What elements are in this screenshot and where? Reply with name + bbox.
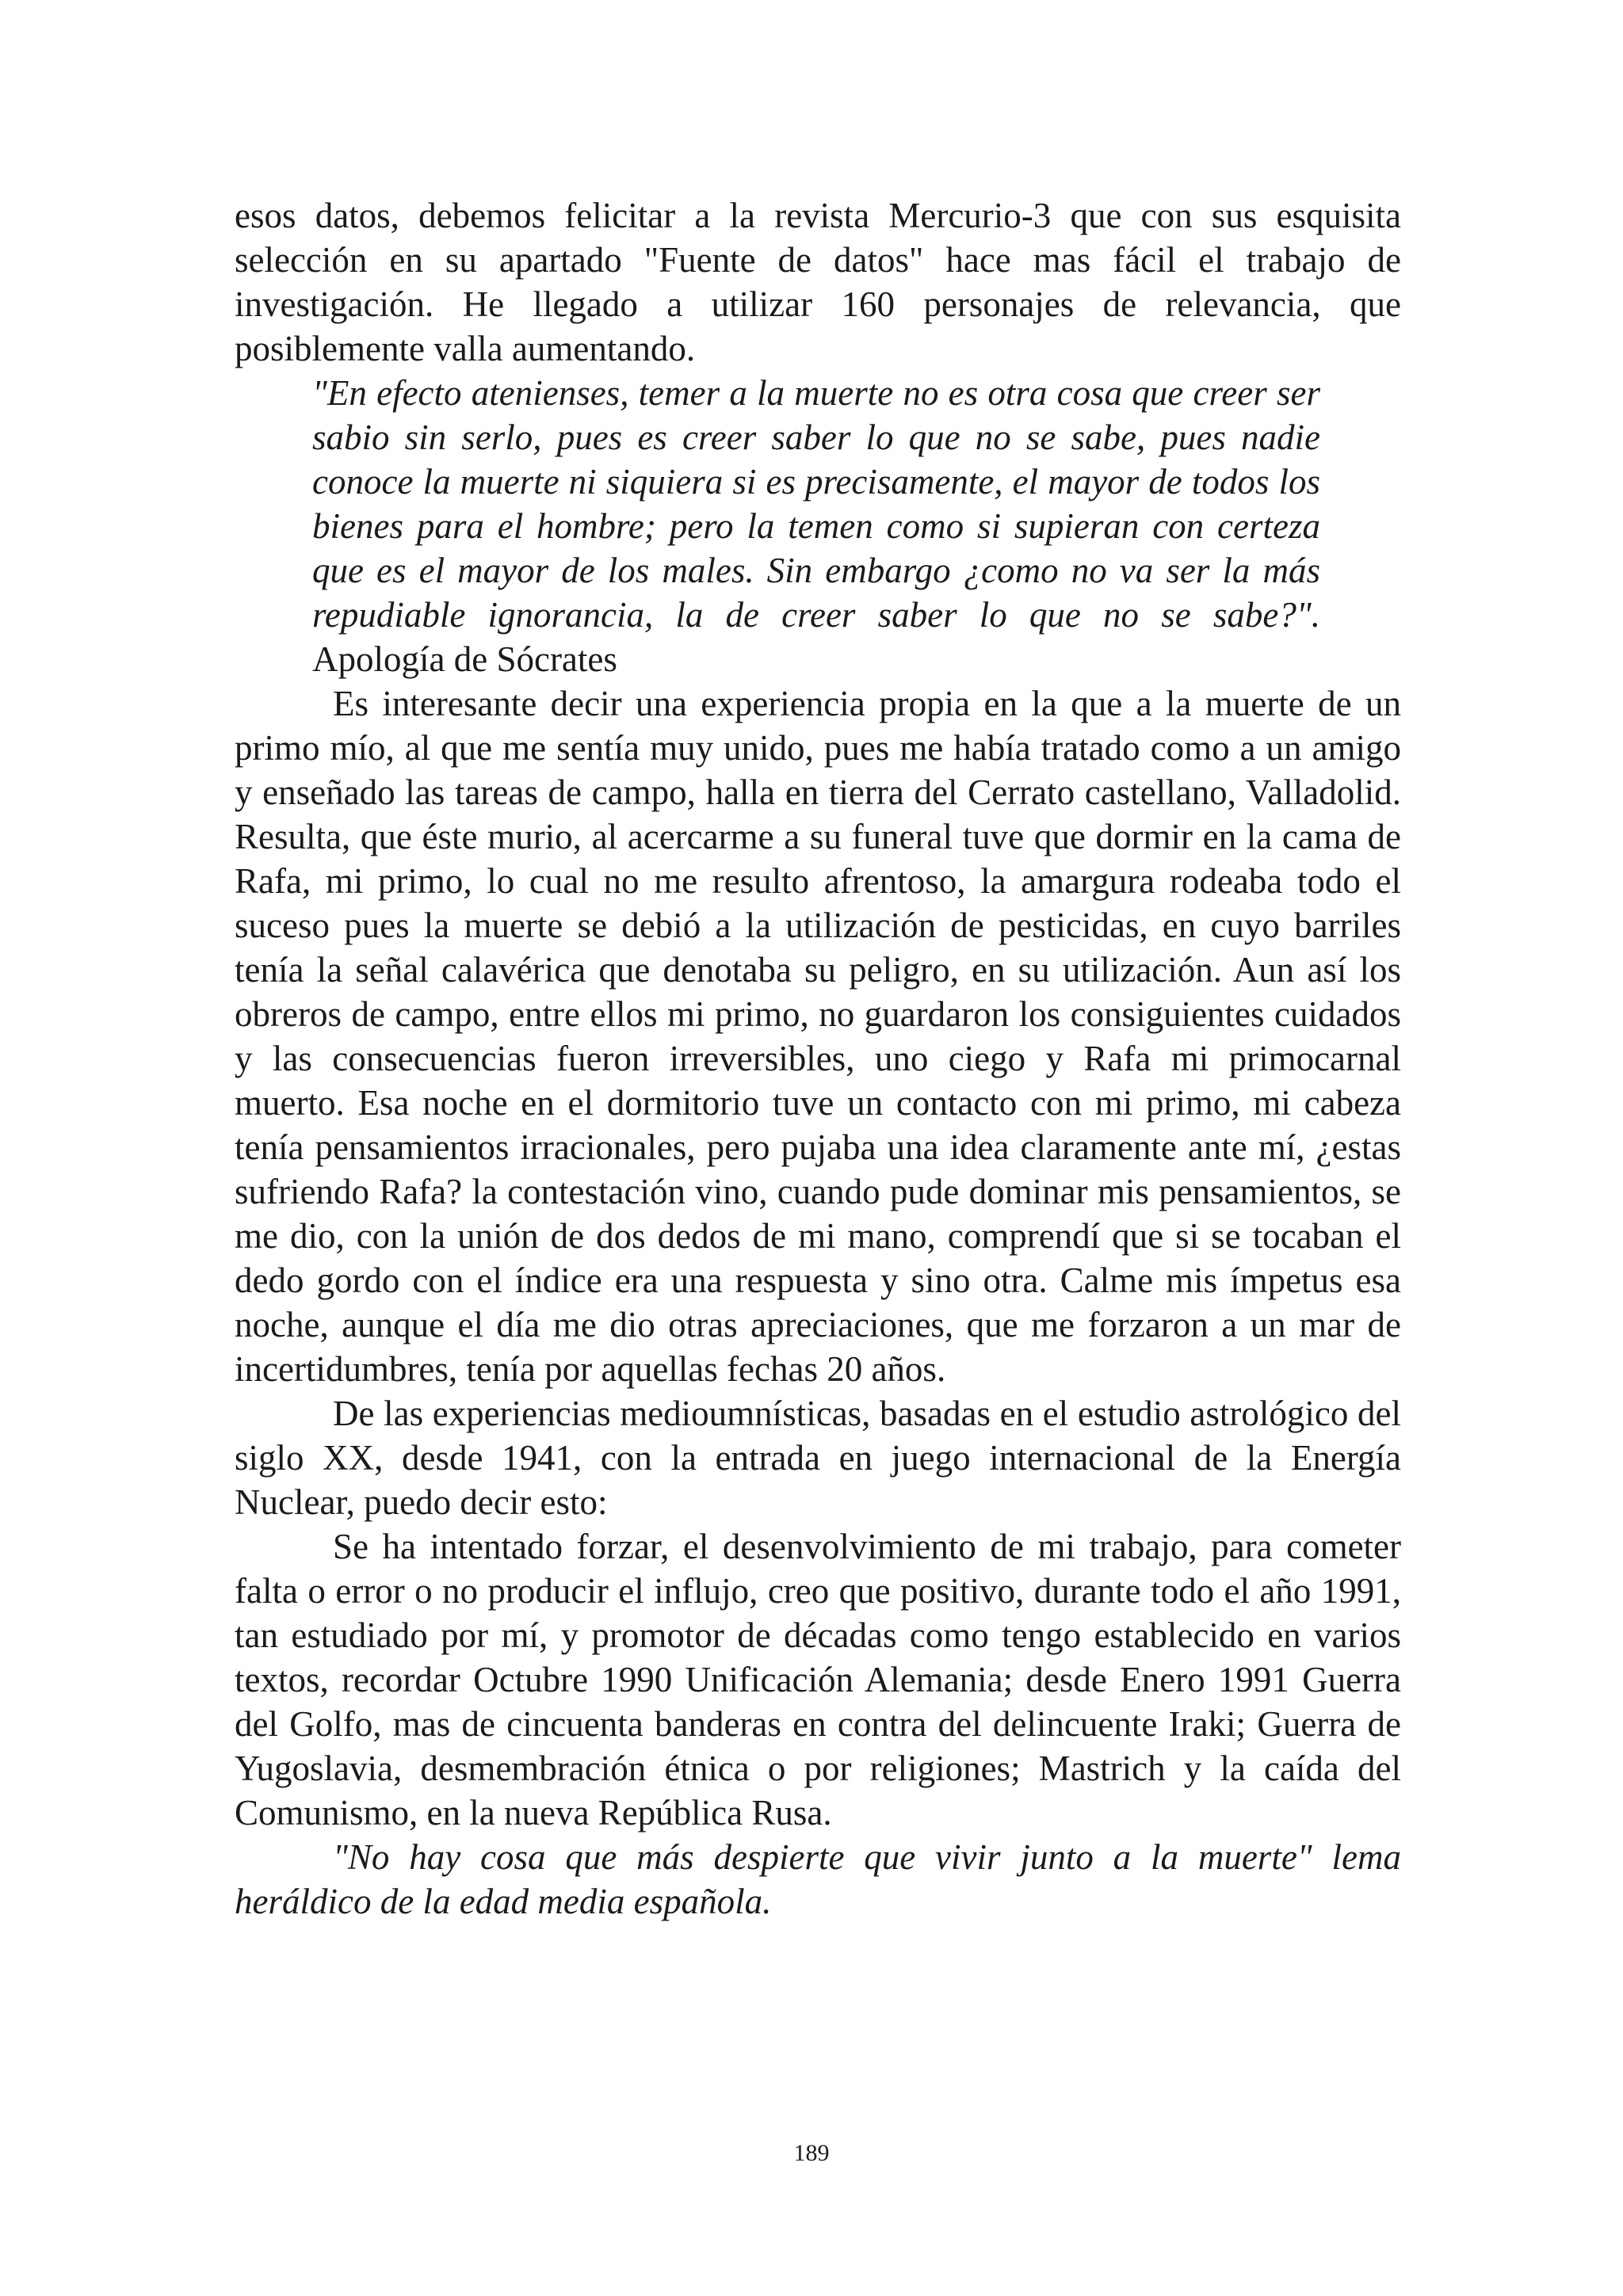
paragraph-personal-experience: Es interesante decir una experiencia propia en la que a la muerte de un primo mío, al que me sentía muy unido, pues me había tratado como a un amigo y enseñado las tareas de campo, halla en tierra del Cerrato castellano, Valladolid. Resulta, que éste murio, al acercarme a su funeral tuve que dormir en la cama de Rafa, mi primo, lo cual no me resulto afrentoso, la amargura rodeaba todo el suceso pues la muerte se debió a la utilización de pesticidas, en cuyo barriles tenía la señal calavérica que denotaba su peligro, en su utilización. Aun así los obreros de campo, entre ellos mi primo, no guardaron los consiguientes cuidados y las consecuencias fueron irreversibles, uno ciego y Rafa mi primocarnal muerto. Esa noche en el dormitorio tuve un contacto con mi primo, mi cabeza tenía pensamientos irracionales, pero pujaba una idea claramente ante mí, ¿estas sufriendo Rafa? la contestación vino, cuando pude dominar mis pensamientos, se me dio, con la unión de dos dedos de mi mano, comprendí que si se tocaban el dedo gordo con el índice era una respuesta y sino otra. Calme mis ímpetus esa noche, aunque el día me dio otras apreciaciones, que me forzaron a un mar de incertidumbres, tenía por aquellas fechas 20 años. <box>235 684 1401 1389</box>
paragraph-1991-events: Se ha intentado forzar, el desenvolvimiento de mi trabajo, para cometer falta o error o no producir el influjo, creo que positivo, durante todo el año 1991, tan estudiado por mí, y promotor de décadas como tengo establecido en varios textos, recordar Octubre 1990 Unificación Alemania; desde Enero 1991 Guerra del Golfo, mas de cincuenta banderas en contra del delincuente Iraki; Guerra de Yugoslavia, desmembración étnica o por religiones; Mastrich y la caída del Comunismo, en la nueva República Rusa. <box>235 1527 1401 1833</box>
quote-attribution: Apología de Sócrates <box>312 639 617 679</box>
paragraph-heraldic-motto: "No hay cosa que más despierte que vivir junto a la muerte" lema heráldico de la edad media española. <box>235 1837 1401 1921</box>
page-number: 189 <box>793 2140 830 2166</box>
paragraph-continuation: esos datos, debemos felicitar a la revista Mercurio-3 que con sus esquisita selección en su apartado "Fuente de datos" hace mas fácil el trabajo de investigación. He llegado a utilizar 160 personajes de relevancia, que posiblemente valla aumentando. <box>235 196 1401 368</box>
block-quote <box>312 371 1320 681</box>
paragraph-mediumistic-experiences: De las experiencias medioumnísticas, basadas en el estudio astrológico del siglo XX, desde 1941, con la entrada en juego internacional de la Energía Nuclear, puedo decir esto: <box>235 1394 1401 1522</box>
body-text <box>235 193 1401 1924</box>
quote-text: "En efecto atenienses, temer a la muerte no es otra cosa que creer ser sabio sin serlo, pues es creer saber lo que no se sabe, pues nadie conoce la muerte ni siquiera si es precisamente, el mayor de todos los bienes para el hombre; pero la temen como si supieran con certeza que es el mayor de los males. Sin embargo ¿como no va ser la más repudiable ignorancia, la de creer saber lo que no se sabe?". <box>312 373 1320 635</box>
